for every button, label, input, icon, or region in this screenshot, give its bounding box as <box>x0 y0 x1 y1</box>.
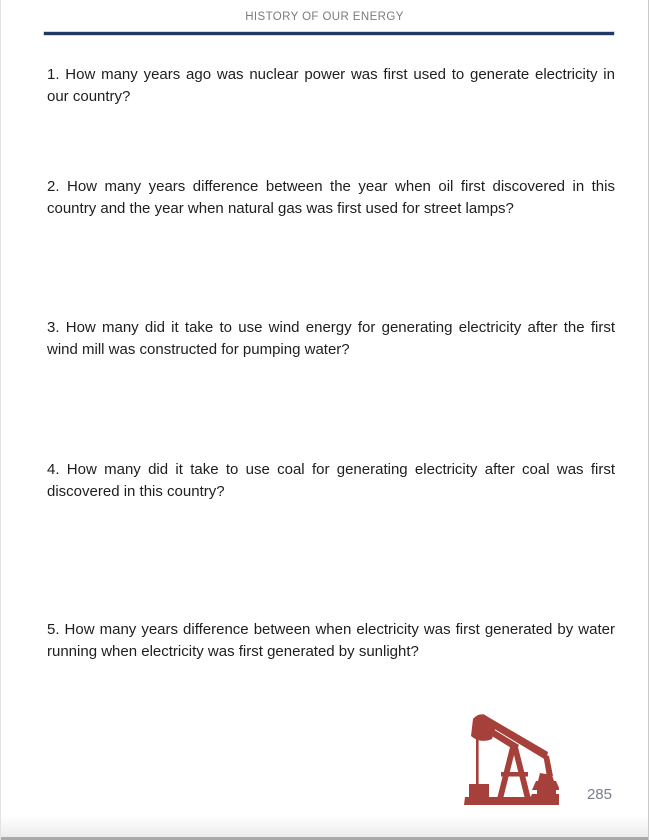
header-rule-line <box>44 32 614 35</box>
question-2: 2. How many years difference between the year when oil first discovered in this country and the year when natural gas was first used for street lamps? <box>47 178 615 217</box>
page-number: 285 <box>586 786 612 803</box>
question-3: 3. How many did it take to use wind energy for generating electricity after the first wind mill was constructed for pumping water? <box>47 319 615 358</box>
question-1: 1. How many years ago was nuclear power was first used to generate electricity in our country? <box>47 66 615 105</box>
oil-pump-jack-icon <box>459 699 559 805</box>
question-5: 5. How many years difference between when electricity was first generated by water running when electricity was first generated by sunlight? <box>47 621 615 660</box>
question-4: 4. How many did it take to use coal for generating electricity after coal was first discovered in this country? <box>47 461 615 500</box>
window-bottom-fade <box>1 815 648 837</box>
page-header-title: HISTORY OF OUR ENERGY <box>245 11 404 23</box>
